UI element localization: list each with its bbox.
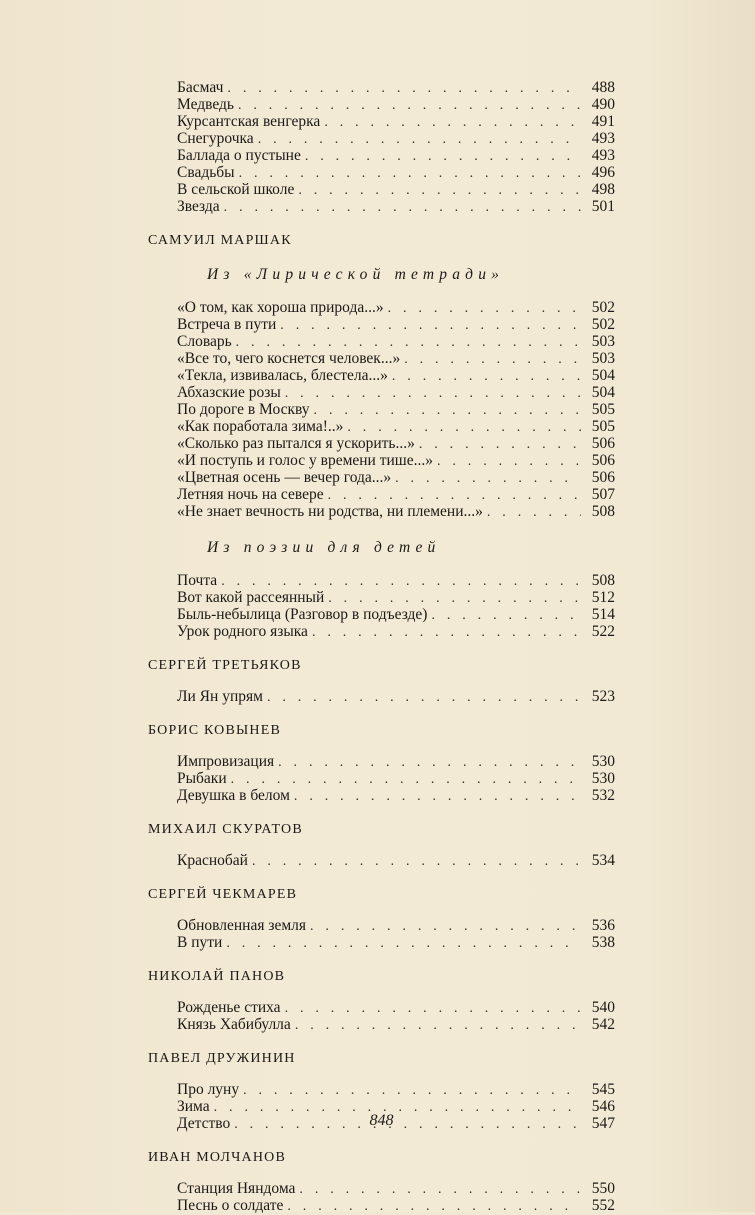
toc-entry xyxy=(177,418,615,435)
entry-page-number: 550 xyxy=(591,1180,615,1197)
entry-page-number: 491 xyxy=(591,113,615,130)
dot-leader xyxy=(324,114,581,131)
toc-entry xyxy=(177,96,615,113)
entry-title: Станция Няндома xyxy=(177,1180,296,1197)
entry-page-number: 506 xyxy=(591,435,615,452)
toc-entry xyxy=(177,435,615,452)
entry-title: Песнь о солдате xyxy=(177,1197,284,1214)
dot-leader xyxy=(221,573,581,590)
toc-entry xyxy=(177,753,615,770)
entry-title: По дороге в Москву xyxy=(177,401,310,418)
dot-leader xyxy=(267,689,581,706)
entry-page-number: 508 xyxy=(591,572,615,589)
entry-title: Словарь xyxy=(177,333,232,350)
author-entries xyxy=(177,917,615,951)
entry-page-number: 536 xyxy=(591,917,615,934)
author-entries xyxy=(177,688,615,705)
entry-page-number: 552 xyxy=(591,1197,615,1214)
table-of-contents xyxy=(147,79,615,1214)
toc-entry xyxy=(177,623,615,640)
entry-title: Медведь xyxy=(177,96,234,113)
toc-entry xyxy=(177,852,615,869)
entry-title: «Все то, чего коснется человек...» xyxy=(177,350,401,367)
dot-leader xyxy=(295,1017,581,1034)
entry-page-number: 538 xyxy=(591,934,615,951)
dot-leader xyxy=(258,131,581,148)
toc-entry xyxy=(177,452,615,469)
entry-page-number: 546 xyxy=(591,1098,615,1115)
toc-entry xyxy=(177,164,615,181)
entry-title: Вот какой рассеянный xyxy=(177,589,325,606)
dot-leader xyxy=(231,771,581,788)
dot-leader xyxy=(392,368,581,385)
dot-leader xyxy=(252,853,581,870)
entry-title: Басмач xyxy=(177,79,224,96)
toc-entry xyxy=(177,384,615,401)
entry-page-number: 532 xyxy=(591,787,615,804)
toc-entry xyxy=(177,934,615,951)
author-heading: ПАВЕЛ ДРУЖИНИН xyxy=(148,1051,296,1066)
toc-entry xyxy=(177,770,615,787)
entry-page-number: 545 xyxy=(591,1081,615,1098)
entry-page-number: 506 xyxy=(591,469,615,486)
entry-title: Про луну xyxy=(177,1081,240,1098)
entry-title: «Не знает вечность ни родства, ни племени...» xyxy=(177,503,483,520)
dot-leader xyxy=(328,590,581,607)
entry-title: В сельской школе xyxy=(177,181,295,198)
entry-page-number: 523 xyxy=(591,688,615,705)
entry-title: Зима xyxy=(177,1098,210,1115)
toc-entry xyxy=(177,299,615,316)
toc-entry xyxy=(177,1016,615,1033)
entry-title: «Сколько раз пытался я ускорить...» xyxy=(177,435,415,452)
dot-leader xyxy=(312,624,581,641)
author-entries xyxy=(177,999,615,1033)
author-heading: СЕРГЕЙ ЧЕКМАРЕВ xyxy=(148,887,298,902)
entry-page-number: 501 xyxy=(591,198,615,215)
toc-entry xyxy=(177,79,615,96)
entry-title: Почта xyxy=(177,572,218,589)
author-heading: САМУИЛ МАРШАК xyxy=(148,233,292,248)
dot-leader xyxy=(299,1181,581,1198)
author-heading: МИХАИЛ СКУРАТОВ xyxy=(148,822,303,837)
entry-title: «О том, как хороша природа...» xyxy=(177,299,384,316)
dot-leader xyxy=(298,182,581,199)
toc-entry xyxy=(177,999,615,1016)
entry-title: Встреча в пути xyxy=(177,316,277,333)
page-number: 848 xyxy=(369,1112,394,1129)
dot-leader xyxy=(227,80,581,97)
entry-title: Детство xyxy=(177,1115,231,1132)
dot-leader xyxy=(239,165,581,182)
toc-entry xyxy=(177,606,615,623)
entry-page-number: 540 xyxy=(591,999,615,1016)
entry-title: Князь Хабибулла xyxy=(177,1016,291,1033)
toc-entry xyxy=(177,367,615,384)
dot-leader xyxy=(285,1000,581,1017)
author-heading: ИВАН МОЛЧАНОВ xyxy=(148,1150,287,1165)
toc-entry xyxy=(177,787,615,804)
author-heading: БОРИС КОВЫНЕВ xyxy=(148,723,282,738)
entry-page-number: 508 xyxy=(591,503,615,520)
entry-page-number: 490 xyxy=(591,96,615,113)
entry-title: Курсантская венгерка xyxy=(177,113,321,130)
entry-page-number: 534 xyxy=(591,852,615,869)
entry-title: «Текла, извивалась, блестела...» xyxy=(177,367,388,384)
entry-title: Летняя ночь на севере xyxy=(177,486,324,503)
dot-leader xyxy=(305,148,581,165)
dot-leader xyxy=(404,351,581,368)
entry-title: Урок родного языка xyxy=(177,623,308,640)
dot-leader xyxy=(419,436,581,453)
entry-page-number: 493 xyxy=(591,147,615,164)
toc-entry xyxy=(177,350,615,367)
author-heading: НИКОЛАЙ ПАНОВ xyxy=(148,969,286,984)
entry-page-number: 547 xyxy=(591,1115,615,1132)
toc-entry xyxy=(177,147,615,164)
dot-leader xyxy=(285,385,581,402)
author-entries xyxy=(177,852,615,869)
entry-page-number: 496 xyxy=(591,164,615,181)
entry-title: Обновленная земля xyxy=(177,917,307,934)
toc-entry xyxy=(177,130,615,147)
dot-leader xyxy=(328,487,581,504)
toc-entry xyxy=(177,1081,615,1098)
toc-entry xyxy=(177,572,615,589)
toc-entry xyxy=(177,316,615,333)
dot-leader xyxy=(280,317,581,334)
entry-page-number: 507 xyxy=(591,486,615,503)
toc-entry xyxy=(177,1197,615,1214)
entry-title: Снегурочка xyxy=(177,130,254,147)
entry-title: Краснобай xyxy=(177,852,248,869)
entry-title: Абхазские розы xyxy=(177,384,281,401)
entry-title: Быль-небылица (Разговор в подъезде) xyxy=(177,606,428,623)
entry-title: «Цветная осень — вечер года...» xyxy=(177,469,392,486)
entry-page-number: 498 xyxy=(591,181,615,198)
dot-leader xyxy=(226,935,581,952)
entry-page-number: 514 xyxy=(591,606,615,623)
toc-entry xyxy=(177,917,615,934)
author-entries xyxy=(177,1180,615,1214)
dot-leader xyxy=(243,1082,581,1099)
toc-entry xyxy=(177,1180,615,1197)
dot-leader xyxy=(314,402,581,419)
dot-leader xyxy=(238,97,581,114)
dot-leader xyxy=(395,470,581,487)
dot-leader xyxy=(431,607,581,624)
toc-entry xyxy=(177,113,615,130)
entry-title: Ли Ян упрям xyxy=(177,688,263,705)
entry-title: «И поступь и голос у времени тише...» xyxy=(177,452,433,469)
dot-leader xyxy=(236,334,581,351)
entry-page-number: 505 xyxy=(591,401,615,418)
toc-entry xyxy=(177,503,615,520)
entry-title: Баллада о пустыне xyxy=(177,147,301,164)
entry-page-number: 504 xyxy=(591,367,615,384)
entry-title: Импровизация xyxy=(177,753,275,770)
entry-title: Свадьбы xyxy=(177,164,235,181)
dot-leader xyxy=(388,300,581,317)
entry-page-number: 502 xyxy=(591,299,615,316)
toc-entry xyxy=(177,589,615,606)
dot-leader xyxy=(287,1198,581,1215)
toc-entry xyxy=(177,688,615,705)
toc-entry xyxy=(177,401,615,418)
entry-page-number: 493 xyxy=(591,130,615,147)
entry-page-number: 505 xyxy=(591,418,615,435)
entry-page-number: 506 xyxy=(591,452,615,469)
dot-leader xyxy=(347,419,581,436)
dot-leader xyxy=(310,918,581,935)
entries-children-poetry xyxy=(177,572,615,640)
entry-title: Рыбаки xyxy=(177,770,227,787)
entry-page-number: 530 xyxy=(591,753,615,770)
entry-page-number: 502 xyxy=(591,316,615,333)
entry-title: Звезда xyxy=(177,198,220,215)
entries-lyric-notebook xyxy=(177,299,615,520)
entry-page-number: 504 xyxy=(591,384,615,401)
entry-page-number: 488 xyxy=(591,79,615,96)
page-footer xyxy=(0,1112,755,1130)
entries-before xyxy=(177,79,615,215)
author-heading: СЕРГЕЙ ТРЕТЬЯКОВ xyxy=(148,658,302,673)
dot-leader xyxy=(278,754,581,771)
author-entries xyxy=(177,753,615,804)
entry-page-number: 530 xyxy=(591,770,615,787)
dot-leader xyxy=(437,453,581,470)
toc-entry xyxy=(177,486,615,503)
entry-title: Рожденье стиха xyxy=(177,999,281,1016)
entry-title: «Как поработала зима!..» xyxy=(177,418,344,435)
entry-page-number: 503 xyxy=(591,333,615,350)
entry-page-number: 512 xyxy=(591,589,615,606)
dot-leader xyxy=(224,199,581,216)
toc-entry xyxy=(177,469,615,486)
entry-title: В пути xyxy=(177,934,223,951)
toc-entry xyxy=(177,333,615,350)
toc-entry xyxy=(177,198,615,215)
entry-page-number: 542 xyxy=(591,1016,615,1033)
section-heading: Из «Лирической тетради» xyxy=(207,266,505,283)
section-heading: Из поэзии для детей xyxy=(207,539,441,556)
entry-page-number: 522 xyxy=(591,623,615,640)
toc-entry xyxy=(177,181,615,198)
entry-title: Девушка в белом xyxy=(177,787,290,804)
dot-leader xyxy=(294,788,581,805)
dot-leader xyxy=(487,504,581,521)
entry-page-number: 503 xyxy=(591,350,615,367)
